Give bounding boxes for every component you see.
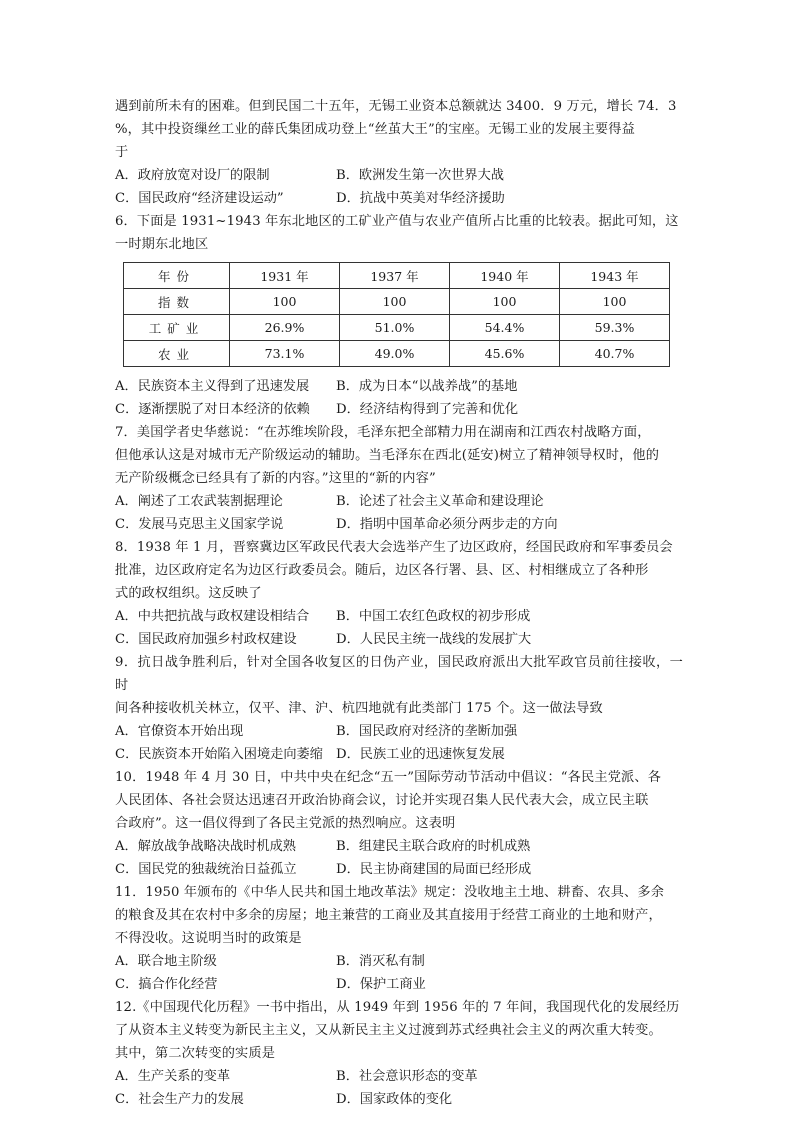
question-stem-line: 批准，边区政府定名为边区行政委员会。随后，边区各行署、县、区、村相继成立了各种形 [115, 563, 649, 578]
answer-options [115, 1065, 683, 1111]
table-cell: 26.9% [230, 315, 340, 341]
answer-options [115, 605, 683, 651]
question-9 [115, 651, 683, 766]
question-6 [115, 210, 683, 421]
table-cell: 59.3% [560, 315, 670, 341]
table-cell: 40.7% [560, 341, 670, 367]
answer-options [115, 950, 683, 996]
table-cell: 农业 [124, 341, 230, 367]
option-a[interactable]: A．联合地主阶级 [115, 954, 217, 969]
table-row [124, 341, 670, 367]
table-cell: 73.1% [230, 341, 340, 367]
question-stem-line: 9．抗日战争胜利后，针对全国各收复区的日伪产业，国民政府派出大批军政官员前往接收，一时 [115, 655, 683, 693]
question-stem-line: 8．1938 年 1 月，晋察冀边区军政民代表大会选举产生了边区政府，经国民政府和军事委员会 [115, 540, 673, 555]
question-stem-line: 间各种接收机关林立，仅平、津、沪、杭四地就有此类部门 175 个。这一做法导致 [115, 701, 603, 716]
answer-options [115, 720, 683, 766]
option-d[interactable]: D．民族工业的迅速恢复发展 [336, 747, 505, 762]
table-cell: 1943 年 [560, 263, 670, 289]
question-stem-line: 其中，第二次转变的实质是 [115, 1046, 276, 1061]
question-stem-line: 式的政权组织。这反映了 [115, 586, 262, 601]
table-cell: 100 [450, 289, 560, 315]
option-b[interactable]: B．组建民主联合政府的时机成熟 [336, 839, 531, 854]
table-cell: 54.4% [450, 315, 560, 341]
answer-options [115, 375, 683, 421]
option-b[interactable]: B．成为日本“以战养战”的基地 [336, 379, 518, 394]
table-cell: 1937 年 [340, 263, 450, 289]
question-stem-line: 的粮食及其在农村中多余的房屋；地主兼营的工商业及其直接用于经营工商业的土地和财产， [115, 908, 662, 923]
option-d[interactable]: D．国家政体的变化 [336, 1092, 453, 1107]
option-c[interactable]: C．民族资本开始陷入困境走向萎缩 [115, 747, 323, 762]
option-c[interactable]: C．逐渐摆脱了对日本经济的依赖 [115, 402, 310, 417]
question-stem-line: %，其中投资缫丝工业的薛氏集团成功登上“丝茧大王”的宝座。无锡工业的发展主要得益 [115, 122, 635, 137]
option-b[interactable]: B．消灭私有制 [336, 954, 425, 969]
question-stem-line: 10．1948 年 4 月 30 日，中共中央在纪念“五一”国际劳动节活动中倡议：“各民主党派、各 [115, 770, 662, 785]
option-c[interactable]: C．搞合作化经营 [115, 977, 218, 992]
option-c[interactable]: C．国民党的独裁统治日益孤立 [115, 862, 297, 877]
option-c[interactable]: C．国民政府加强乡村政权建设 [115, 632, 297, 647]
option-d[interactable]: D．保护工商业 [336, 977, 426, 992]
option-b[interactable]: B．社会意识形态的变革 [336, 1069, 478, 1084]
question-8 [115, 536, 683, 651]
question-stem-line: 但他承认这是对城市无产阶级运动的辅助。当毛泽东在西北(延安)树立了精神领导权时，他的 [115, 448, 660, 463]
question-stem-line: 人民团体、各社会贤达迅速召开政治协商会议，讨论并实现召集人民代表大会，成立民主联 [115, 793, 649, 808]
table-cell: 45.6% [450, 341, 560, 367]
question-stem-line: 不得没收。这说明当时的政策是 [115, 931, 302, 946]
option-d[interactable]: D．抗战中英美对华经济援助 [336, 191, 505, 206]
table-cell: 49.0% [340, 341, 450, 367]
question-7 [115, 421, 683, 536]
question-stem-line: 11．1950 年颁布的《中华人民共和国土地改革法》规定：没收地主土地、耕畜、农具、多余 [115, 885, 665, 900]
option-a[interactable]: A．政府放宽对设厂的限制 [115, 168, 270, 183]
question-stem-line: 遇到前所未有的困难。但到民国二十五年，无锡工业资本总额就达 3400．9 万元，增长 74．3 [115, 99, 677, 114]
option-a[interactable]: A．民族资本主义得到了迅速发展 [115, 379, 310, 394]
question-stem-line: 6．下面是 1931~1943 年东北地区的工矿业产值与农业产值所占比重的比较表。据此可知，这 [115, 214, 679, 229]
answer-options [115, 835, 683, 881]
question-10 [115, 766, 683, 881]
option-b[interactable]: B．欧洲发生第一次世界大战 [336, 168, 504, 183]
option-c[interactable]: C．社会生产力的发展 [115, 1092, 244, 1107]
table-cell: 1940 年 [450, 263, 560, 289]
option-d[interactable]: D．指明中国革命必须分两步走的方向 [336, 517, 558, 532]
option-c[interactable]: C．国民政府“经济建设运动” [115, 191, 284, 206]
table-row [124, 289, 670, 315]
answer-options [115, 164, 683, 210]
option-b[interactable]: B．国民政府对经济的垄断加强 [336, 724, 518, 739]
question-stem-line: 一时期东北地区 [115, 237, 209, 252]
answer-options [115, 490, 683, 536]
table-header-row [124, 263, 670, 289]
question-stem-line: 12.《中国现代化历程》一书中指出，从 1949 年到 1956 年的 7 年间，我国现代化的发展经历 [115, 1000, 680, 1015]
table-row [124, 315, 670, 341]
data-table [123, 262, 670, 367]
table-cell: 100 [340, 289, 450, 315]
table-cell: 100 [560, 289, 670, 315]
table-cell: 51.0% [340, 315, 450, 341]
option-b[interactable]: B．中国工农红色政权的初步形成 [336, 609, 531, 624]
question-12 [115, 996, 683, 1111]
option-d[interactable]: D．经济结构得到了完善和优化 [336, 402, 519, 417]
question-stem-line: 无产阶级概念已经具有了新的内容。”这里的“新的内容” [115, 471, 436, 486]
table-cell: 工矿业 [124, 315, 230, 341]
option-a[interactable]: A．中共把抗战与政权建设相结合 [115, 609, 310, 624]
table-cell: 指数 [124, 289, 230, 315]
question-stem-line: 于 [115, 145, 129, 160]
option-d[interactable]: D．人民民主统一战线的发展扩大 [336, 632, 532, 647]
option-a[interactable]: A．官僚资本开始出现 [115, 724, 244, 739]
question-5 [115, 95, 683, 210]
question-11 [115, 881, 683, 996]
option-a[interactable]: A．生产关系的变革 [115, 1069, 231, 1084]
table-cell: 年份 [124, 263, 230, 289]
option-c[interactable]: C．发展马克思主义国家学说 [115, 517, 284, 532]
option-a[interactable]: A．解放战争战略决战时机成熟 [115, 839, 296, 854]
question-stem-line: 了从资本主义转变为新民主主义，又从新民主主义过渡到苏式经典社会主义的两次重大转变。 [115, 1023, 662, 1038]
question-stem-line: 合政府”。这一倡仪得到了各民主党派的热烈响应。这表明 [115, 816, 456, 831]
option-b[interactable]: B．论述了社会主义革命和建设理论 [336, 494, 544, 509]
exam-page [115, 95, 683, 1111]
table-cell: 1931 年 [230, 263, 340, 289]
question-stem-line: 7．美国学者史华慈说：“在苏维埃阶段，毛泽东把全部精力用在湖南和江西农村战略方面， [115, 425, 651, 440]
table-cell: 100 [230, 289, 340, 315]
option-d[interactable]: D．民主协商建国的局面已经形成 [336, 862, 532, 877]
option-a[interactable]: A．阐述了工农武装割据理论 [115, 494, 283, 509]
